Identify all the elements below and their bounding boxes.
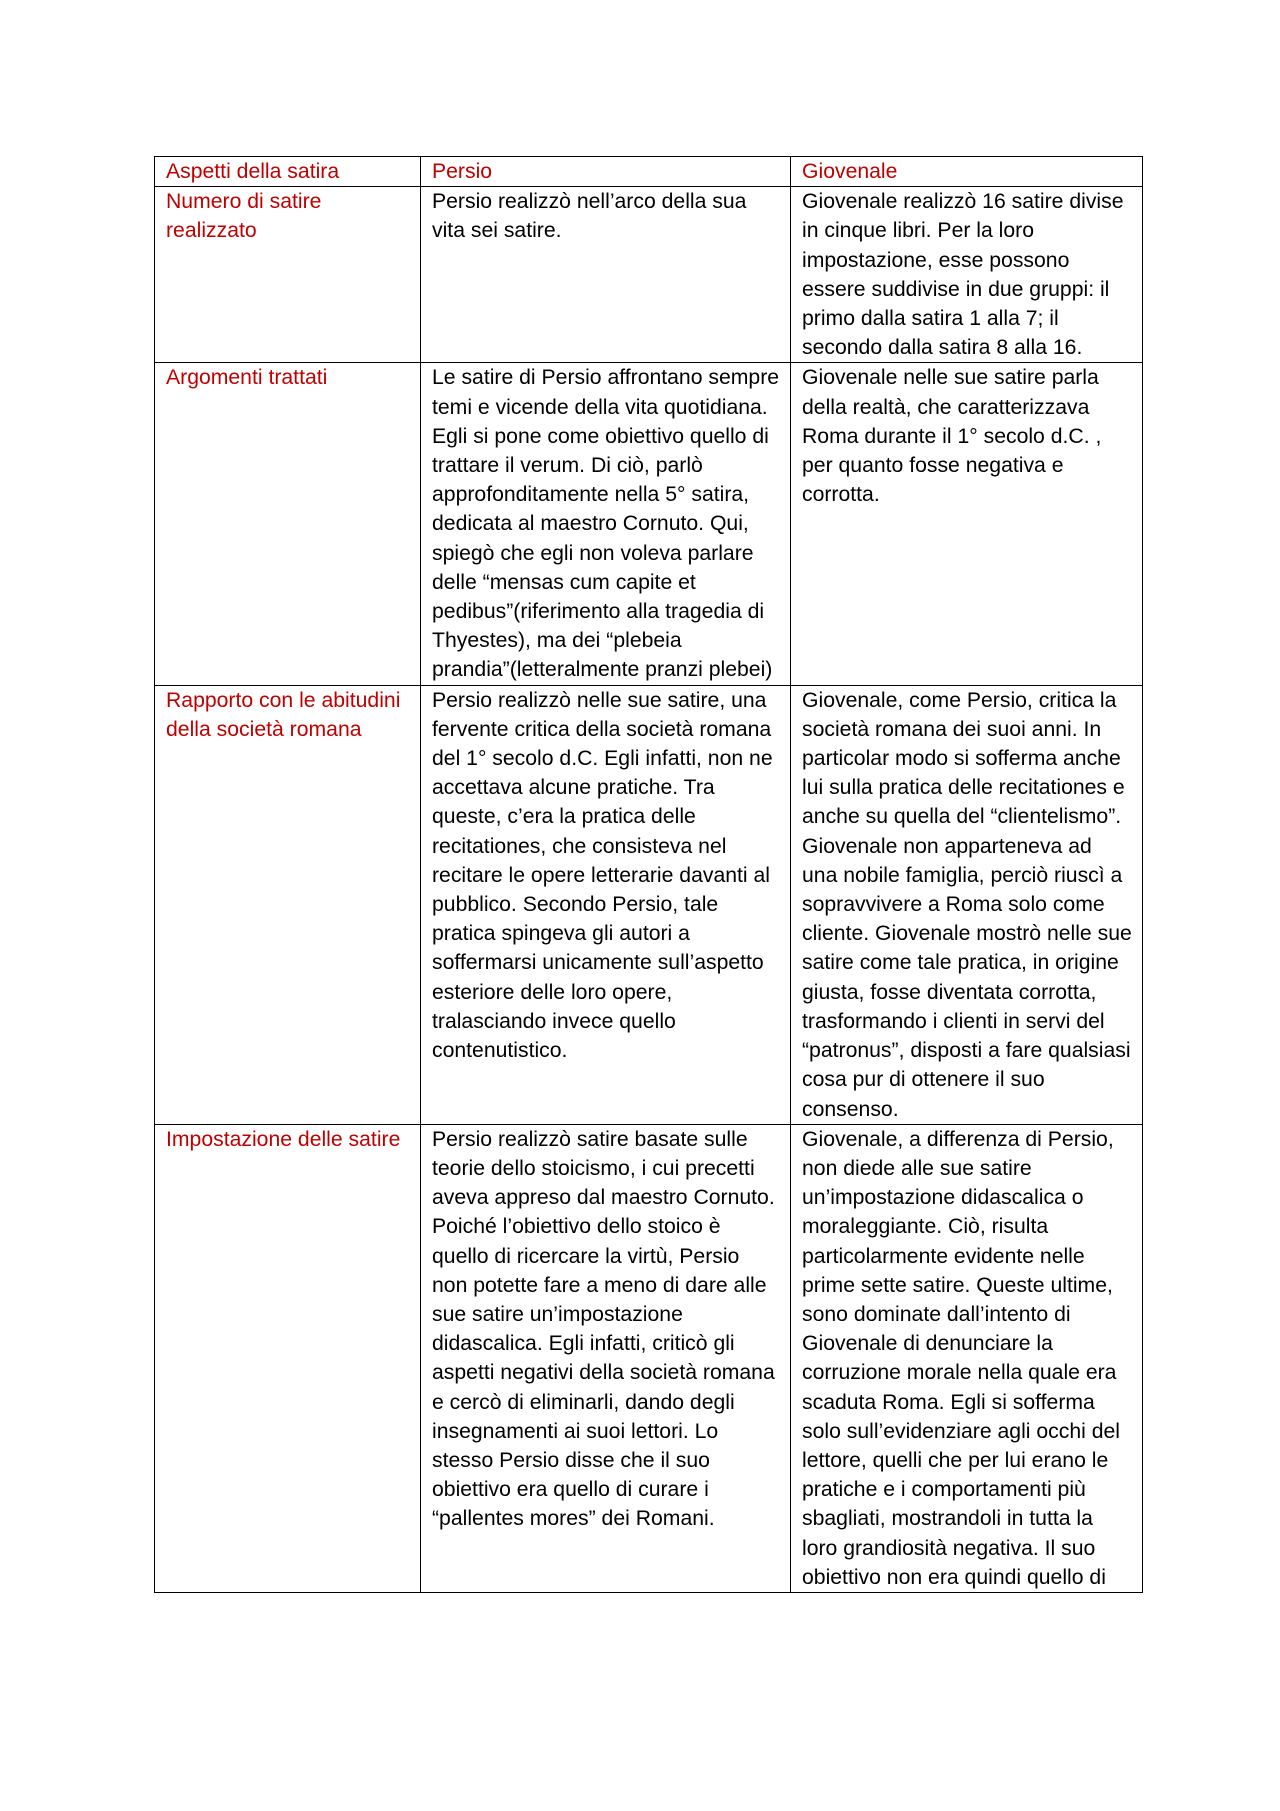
aspect-cell: Rapporto con le abitudini della società romana [155, 685, 421, 1124]
aspect-cell: Argomenti trattati [155, 363, 421, 685]
table-header-row [155, 157, 1143, 187]
persio-cell: Persio realizzò nell’arco della sua vita sei satire. [421, 187, 791, 363]
persio-cell: Persio realizzò satire basate sulle teorie dello stoicismo, i cui precetti aveva appreso dal maestro Cornuto. Poiché l’obiettivo dello stoico è quello di ricercare la virtù, Persio non potette fare a meno di dare alle sue satire un’impostazione didascalica. Egli infatti, criticò gli aspetti negativi della società romana e cercò di eliminarli, dando degli insegnamenti ai suoi lettori. Lo stesso Persio disse che il suo obiettivo era quello di curare i “pallentes mores” dei Romani. [421, 1124, 791, 1592]
table-row [155, 1124, 1143, 1592]
header-persio-cell: Persio [421, 157, 791, 187]
table-row [155, 685, 1143, 1124]
giovenale-cell: Giovenale realizzò 16 satire divise in cinque libri. Per la loro impostazione, esse possono essere suddivise in due gruppi: il primo dalla satira 1 alla 7; il secondo dalla satira 8 alla 16. [791, 187, 1143, 363]
table-row [155, 187, 1143, 363]
giovenale-cell: Giovenale nelle sue satire parla della realtà, che caratterizzava Roma durante il 1° secolo d.C. , per quanto fosse negativa e corrotta. [791, 363, 1143, 685]
header-giovenale-cell: Giovenale [791, 157, 1143, 187]
aspect-cell: Numero di satire realizzato [155, 187, 421, 363]
table-row [155, 363, 1143, 685]
giovenale-cell: Giovenale, a differenza di Persio, non diede alle sue satire un’impostazione didascalica o moraleggiante. Ciò, risulta particolarmente evidente nelle prime sette satire. Queste ultime, sono dominate dall’intento di Giovenale di denunciare la corruzione morale nella quale era scaduta Roma. Egli si sofferma solo sull’evidenziare agli occhi del lettore, quelli che per lui erano le pratiche e i comportamenti più sbagliati, mostrandoli in tutta la loro grandiosità negativa. Il suo obiettivo non era quindi quello di [791, 1124, 1143, 1592]
comparison-table [154, 156, 1143, 1593]
persio-cell: Le satire di Persio affrontano sempre temi e vicende della vita quotidiana. Egli si pone come obiettivo quello di trattare il verum. Di ciò, parlò approfonditamente nella 5° satira, dedicata al maestro Cornuto. Qui, spiegò che egli non voleva parlare delle “mensas cum capite et pedibus”(riferimento alla tragedia di Thyestes), ma dei “plebeia prandia”(letteralmente pranzi plebei) [421, 363, 791, 685]
header-aspect-cell: Aspetti della satira [155, 157, 421, 187]
giovenale-cell: Giovenale, come Persio, critica la società romana dei suoi anni. In particolar modo si sofferma anche lui sulla pratica delle recitationes e anche su quella del “clientelismo”. Giovenale non apparteneva ad una nobile famiglia, perciò riuscì a sopravvivere a Roma solo come cliente. Giovenale mostrò nelle sue satire come tale pratica, in origine giusta, fosse diventata corrotta, trasformando i clienti in servi del “patronus”, disposti a fare qualsiasi cosa pur di ottenere il suo consenso. [791, 685, 1143, 1124]
aspect-cell: Impostazione delle satire [155, 1124, 421, 1592]
persio-cell: Persio realizzò nelle sue satire, una fervente critica della società romana del 1° secolo d.C. Egli infatti, non ne accettava alcune pratiche. Tra queste, c’era la pratica delle recitationes, che consisteva nel recitare le opere letterarie davanti al pubblico. Secondo Persio, tale pratica spingeva gli autori a soffermarsi unicamente sull’aspetto esteriore delle loro opere, tralasciando invece quello contenutistico. [421, 685, 791, 1124]
